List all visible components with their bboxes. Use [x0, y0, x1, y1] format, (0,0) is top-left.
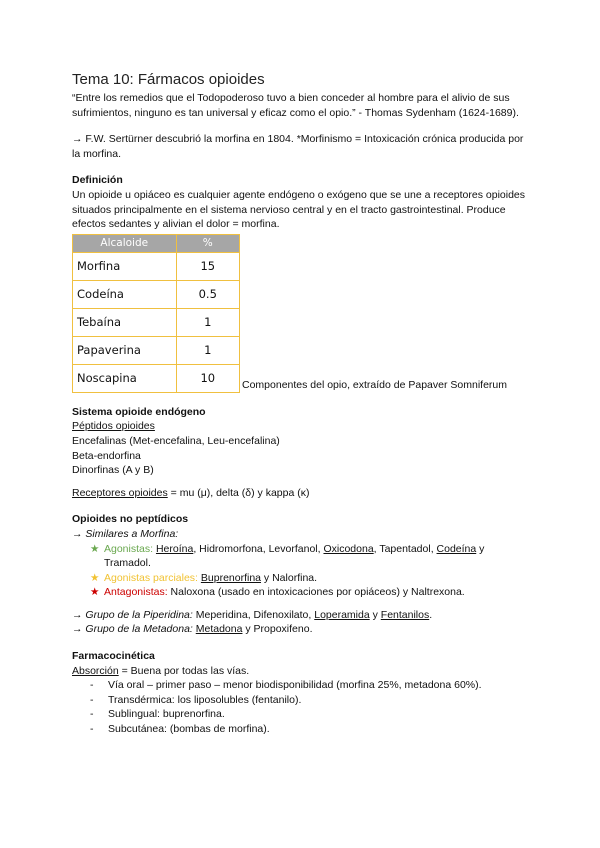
- peptidos-subheading: Péptidos opioides: [72, 420, 155, 433]
- absorcion-line: [72, 664, 532, 679]
- star-icon: ★: [90, 586, 100, 599]
- quote-paragraph: “Entre los remedios que el Todopoderoso tuvo a bien conceder al hombre para el alivio de sus sufrimientos, ninguno es tan universal y eficaz como el opio.” - Thomas Sydenham (1624-1689).: [72, 92, 519, 119]
- metadona-text: y Propoxifeno.: [242, 623, 313, 636]
- absorcion-list: [72, 678, 532, 736]
- absorcion-text: = Buena por todas las vías.: [118, 664, 250, 677]
- codeina-link: Codeína: [436, 542, 477, 555]
- agonistas-label: Agonistas:: [104, 542, 154, 555]
- no-peptidicos-heading: Opioides no peptídicos: [72, 513, 189, 526]
- list-item: [90, 722, 532, 737]
- piperidina-line: [72, 608, 532, 623]
- document-content: [72, 70, 532, 737]
- peptido-item: Dinorfinas (A y B): [72, 464, 154, 477]
- morfina-group-list: [72, 542, 532, 600]
- metadona-label: → Grupo de la Metadona:: [72, 623, 193, 636]
- dash-icon: -: [90, 693, 94, 706]
- table-cell-value: 10: [176, 364, 239, 392]
- receptores-text: = mu (μ), delta (δ) y kappa (κ): [167, 486, 310, 499]
- table-cell-name: Noscapina: [73, 364, 177, 392]
- dash-icon: -: [90, 679, 94, 692]
- list-item: [90, 678, 532, 693]
- parciales-text: y Nalorfina.: [261, 571, 318, 584]
- peptido-item: Beta-endorfina: [72, 449, 141, 462]
- definicion-text: Un opioide u opiáceo es cualquier agente endógeno o exógeno que se une a receptores opioides situados principalmente en el sistema nervioso central y en el tracto gastrointestinal. Produce efectos sedantes y alivian el dolor = morfina.: [72, 188, 526, 231]
- table-row: [73, 308, 240, 336]
- absorcion-label: Absorción: [72, 664, 119, 677]
- list-item: [90, 693, 532, 708]
- peptido-item: Encefalinas (Met-encefalina, Leu-encefalina): [72, 434, 280, 447]
- piperidina-label: → Grupo de la Piperidina:: [72, 608, 193, 621]
- table-cell-value: 0.5: [176, 280, 239, 308]
- list-item-text: Subcutánea: (bombas de morfina).: [108, 723, 270, 736]
- table-header-row: [73, 234, 240, 252]
- table-row: [73, 252, 240, 280]
- table-header-alcaloide: Alcaloide: [73, 234, 177, 252]
- fentanilos-link: Fentanilos: [380, 608, 430, 621]
- arrow-icon: →: [72, 133, 83, 146]
- table-caption: Componentes del opio, extraído de Papaver Somniferum: [242, 379, 507, 392]
- piperidina-text: y: [369, 608, 381, 621]
- metadona-line: [72, 622, 532, 637]
- table-cell-name: Morfina: [73, 252, 177, 280]
- table-cell-value: 1: [176, 308, 239, 336]
- table-cell-value: 15: [176, 252, 239, 280]
- agonistas-text: , Hidromorfona, Levorfanol,: [193, 542, 324, 555]
- table-row: [73, 364, 240, 392]
- heroina-link: Heroína: [155, 542, 194, 555]
- similares-morfina-line: → Similares a Morfina:: [72, 527, 179, 540]
- serturner-paragraph: [72, 132, 532, 161]
- oxicodona-link: Oxicodona: [323, 542, 374, 555]
- farmacocinetica-heading: Farmacocinética: [72, 650, 155, 663]
- dash-icon: -: [90, 723, 94, 736]
- table-row: [73, 336, 240, 364]
- star-icon: ★: [90, 542, 100, 555]
- table-cell-name: Papaverina: [73, 336, 177, 364]
- receptores-label: Receptores opioides: [72, 486, 168, 499]
- piperidina-text: Meperidina, Difenoxilato,: [192, 608, 315, 621]
- agonistas-text: , Tapentadol,: [373, 542, 437, 555]
- table-cell-name: Tebaína: [73, 308, 177, 336]
- star-icon: ★: [90, 571, 100, 584]
- receptores-line: [72, 486, 532, 501]
- metadona-link: Metadona: [195, 623, 243, 636]
- list-item-text: Vía oral – primer paso – menor biodisponibilidad (morfina 25%, metadona 60%).: [108, 679, 482, 692]
- list-item: [90, 707, 532, 722]
- loperamida-link: Loperamida: [314, 608, 370, 621]
- table-cell-value: 1: [176, 336, 239, 364]
- piperidina-text: .: [429, 608, 433, 621]
- table-cell-name: Codeína: [73, 280, 177, 308]
- dash-icon: -: [90, 708, 94, 721]
- antagonistas-label: Antagonistas:: [104, 586, 168, 599]
- antagonistas-text: Naloxona (usado en intoxicaciones por opiáceos) y Naltrexona.: [167, 586, 465, 599]
- list-item-text: Transdérmica: los liposolubles (fentanilo).: [108, 693, 302, 706]
- alkaloid-table-block: [72, 234, 532, 393]
- serturner-text: F.W. Sertürner descubrió la morfina en 1804. *Morfinismo = Intoxicación crónica producida por la morfina.: [72, 133, 524, 160]
- list-item-antagonistas: [90, 585, 532, 600]
- parciales-label: Agonistas parciales:: [104, 571, 198, 584]
- table-header-percent: %: [176, 234, 239, 252]
- list-item-agonistas: [90, 542, 532, 571]
- alkaloid-table: [72, 234, 240, 393]
- buprenorfina-link: Buprenorfina: [200, 571, 262, 584]
- definicion-heading: Definición: [72, 174, 123, 187]
- table-row: [73, 280, 240, 308]
- agonistas-text: y Tramadol.: [104, 542, 485, 570]
- page-title: Tema 10: Fármacos opioides: [72, 71, 265, 88]
- list-item-parciales: [90, 571, 532, 586]
- endogeno-heading: Sistema opioide endógeno: [72, 405, 206, 418]
- list-item-text: Sublingual: buprenorfina.: [108, 708, 225, 721]
